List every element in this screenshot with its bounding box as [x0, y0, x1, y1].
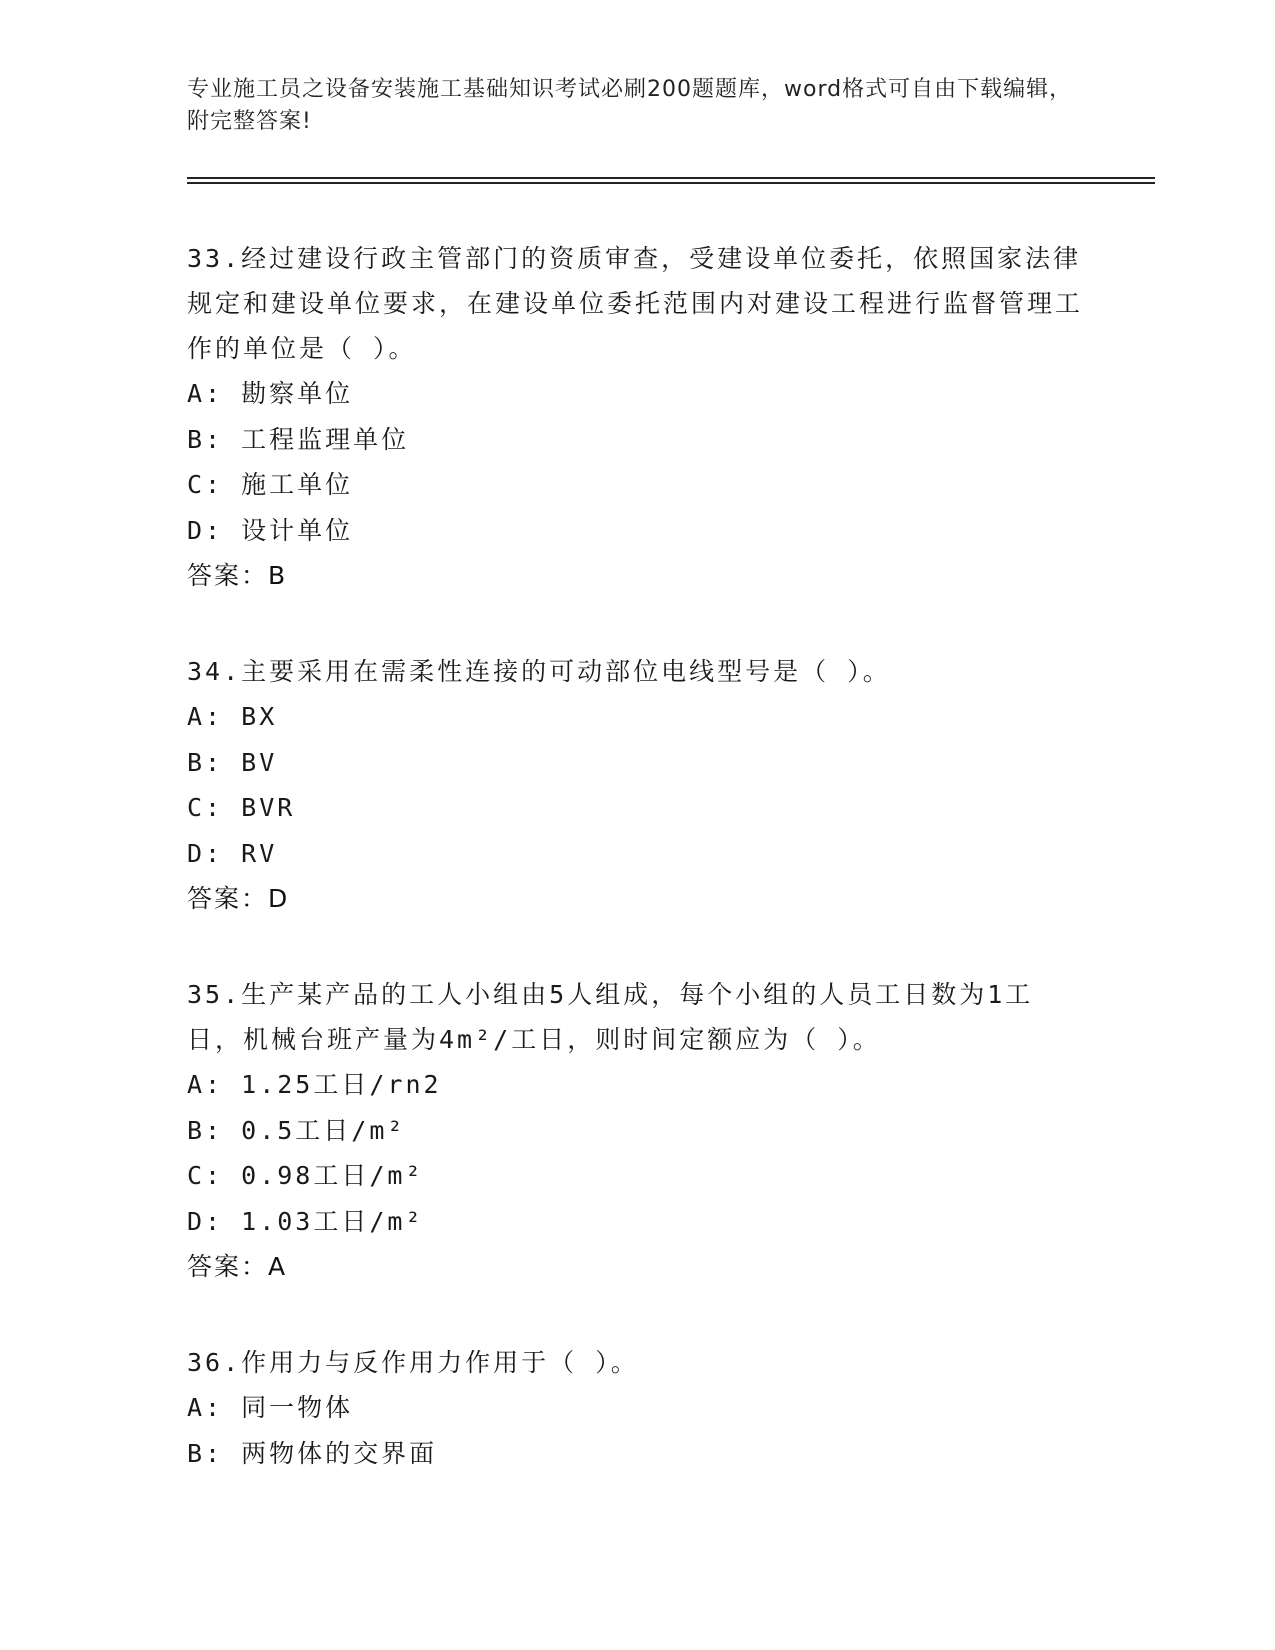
option-b: B: 两物体的交界面: [187, 1438, 438, 1468]
option-d: D: RV: [187, 838, 278, 868]
question-35: [187, 972, 1087, 1290]
question-34: [187, 649, 1087, 922]
answer-line: 答案：B: [187, 561, 288, 590]
option-d: D: 1.03工日/m²: [187, 1206, 424, 1236]
question-stem: 34.主要采用在需柔性连接的可动部位电线型号是（ ）。: [187, 657, 891, 686]
answer-line: 答案：D: [187, 884, 290, 913]
option-b: B: 工程监理单位: [187, 424, 410, 454]
option-c: C: BVR: [187, 793, 296, 822]
option-a: A: 1.25工日/rn2: [187, 1070, 442, 1099]
question-list: [187, 236, 1087, 1526]
option-a: A: 同一物体: [187, 1393, 354, 1422]
option-c: C: 施工单位: [187, 470, 354, 499]
header-rule-top: [187, 177, 1155, 179]
document-header: 专业施工员之设备安装施工基础知识考试必刷200题题库，word格式可自由下载编辑，附完整答案!: [187, 77, 1073, 134]
option-b: B: BV: [187, 747, 278, 777]
question-33: [187, 236, 1087, 599]
option-a: A: BX: [187, 702, 278, 731]
option-b: B: 0.5工日/m²: [187, 1115, 406, 1145]
question-stem: 36.作用力与反作用力作用于（ ）。: [187, 1348, 639, 1377]
question-stem: 35.生产某产品的工人小组由5人组成，每个小组的人员工日数为1工日，机械台班产量为4m²/工日，则时间定额应为（ ）。: [187, 980, 1034, 1054]
option-c: C: 0.98工日/m²: [187, 1161, 424, 1190]
answer-line: 答案：A: [187, 1252, 288, 1281]
question-stem: 33.经过建设行政主管部门的资质审查，受建设单位委托，依照国家法律规定和建设单位要求，在建设单位委托范围内对建设工程进行监督管理工作的单位是（ ）。: [187, 244, 1084, 363]
option-a: A: 勘察单位: [187, 379, 354, 408]
option-d: D: 设计单位: [187, 515, 354, 545]
question-36: [187, 1340, 1087, 1476]
header-rule-bottom: [187, 182, 1155, 184]
